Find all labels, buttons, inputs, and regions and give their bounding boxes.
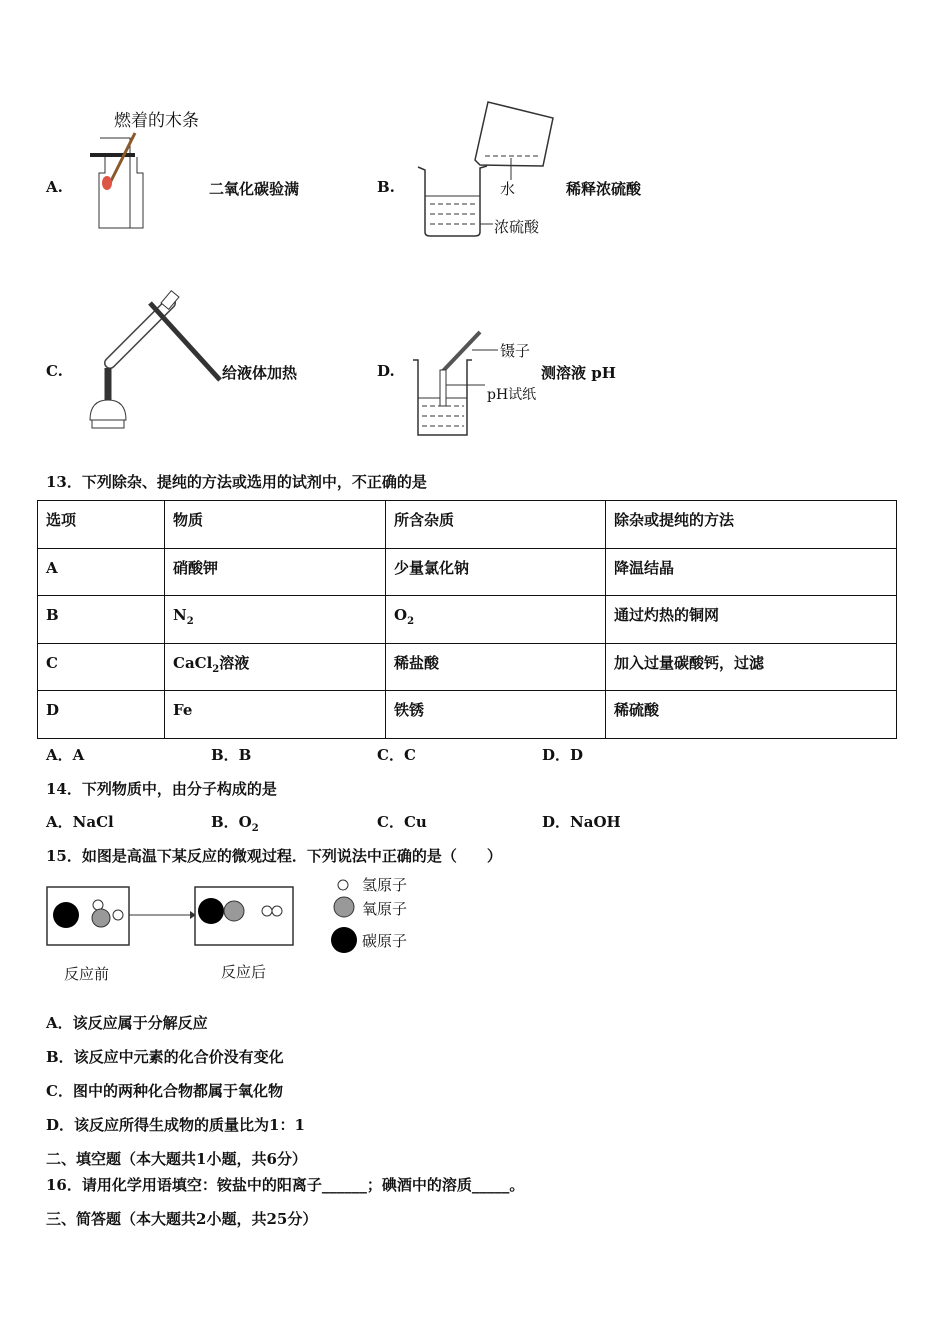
subscript: 2 — [186, 616, 194, 628]
label-conc-acid: 浓硫酸 — [494, 218, 540, 236]
formula: CaCl — [173, 653, 213, 672]
section-3-heading: 三、简答题（本大题共2小题，共25分） — [46, 1210, 318, 1228]
cell: B — [38, 596, 165, 644]
label-tweezers: 镊子 — [500, 342, 531, 360]
cell — [386, 596, 606, 644]
cell — [165, 596, 386, 644]
cell: 稀盐酸 — [386, 643, 606, 691]
choice-text: B．O — [211, 813, 252, 831]
q15-choice-d: D．该反应所得生成物的质量比为1：1 — [46, 1116, 305, 1134]
cell: 硝酸钾 — [165, 548, 386, 596]
option-c-caption: 给液体加热 — [222, 364, 298, 382]
header-cell: 选项 — [38, 501, 165, 549]
table-header-row — [38, 501, 897, 549]
cell: 加入过量碳酸钙，过滤 — [606, 643, 897, 691]
cell: 降温结晶 — [606, 548, 897, 596]
table-row — [38, 596, 897, 644]
q15-stem: 15．如图是高温下某反应的微观过程．下列说法中正确的是（ ） — [46, 847, 502, 865]
option-c-letter: C. — [46, 362, 63, 380]
cell: 稀硫酸 — [606, 691, 897, 739]
option-a-caption: 二氧化碳验满 — [209, 180, 300, 198]
header-cell: 所含杂质 — [386, 501, 606, 549]
subscript: 2 — [407, 616, 415, 628]
option-d-letter: D. — [377, 362, 395, 380]
table-row — [38, 643, 897, 691]
cell: 通过灼热的铜网 — [606, 596, 897, 644]
q13-choice-b: B．B — [211, 746, 252, 764]
legend-carbon: 碳原子 — [362, 932, 408, 950]
co2-bottle-diagram — [85, 128, 155, 232]
cell: D — [38, 691, 165, 739]
option-d-caption: 测溶液 pH — [541, 364, 616, 382]
legend-oxygen: 氧原子 — [362, 900, 408, 918]
label-water: 水 — [500, 180, 516, 198]
q14-choice-d: D．NaOH — [542, 813, 621, 831]
table-row — [38, 691, 897, 739]
cell: 铁锈 — [386, 691, 606, 739]
option-a-letter: A. — [46, 178, 63, 196]
table-row — [38, 548, 897, 596]
section-2-heading: 二、填空题（本大题共1小题，共6分） — [46, 1150, 307, 1168]
cell: Fe — [165, 691, 386, 739]
option-b-caption: 稀释浓硫酸 — [566, 180, 642, 198]
header-cell: 物质 — [165, 501, 386, 549]
label-before: 反应前 — [64, 965, 110, 983]
cell: 少量氯化钠 — [386, 548, 606, 596]
heating-liquid-diagram — [80, 288, 225, 433]
q13-choice-c: C．C — [377, 746, 416, 764]
q13-stem: 13．下列除杂、提纯的方法或选用的试剂中，不正确的是 — [46, 473, 427, 491]
q14-choice-a: A．NaCl — [46, 813, 114, 831]
q16-stem: 16．请用化学用语填空：铵盐中的阳离子______；碘酒中的溶质_____。 — [46, 1176, 525, 1194]
q13-choice-a: A．A — [46, 746, 85, 764]
legend-hydrogen: 氢原子 — [362, 876, 408, 894]
q14-choice-c: C．Cu — [377, 813, 427, 831]
label-after: 反应后 — [221, 963, 267, 981]
header-cell: 除杂或提纯的方法 — [606, 501, 897, 549]
q14-stem: 14．下列物质中，由分子构成的是 — [46, 780, 277, 798]
option-b-letter: B. — [377, 178, 395, 196]
q15-choice-b: B．该反应中元素的化合价没有变化 — [46, 1048, 284, 1066]
q13-choice-d: D．D — [542, 746, 584, 764]
subscript: 2 — [251, 823, 259, 834]
subscript: 2 — [212, 663, 220, 675]
formula: O — [394, 606, 408, 625]
q15-choice-c: C．图中的两种化合物都属于氧化物 — [46, 1082, 283, 1100]
cell: C — [38, 643, 165, 691]
q15-choice-a: A．该反应属于分解反应 — [46, 1014, 208, 1032]
cell: A — [38, 548, 165, 596]
cell — [165, 643, 386, 691]
q14-choice-b — [211, 811, 259, 832]
q13-table — [37, 500, 897, 739]
label-ph-paper: pH试纸 — [487, 387, 537, 403]
formula-suffix: 溶液 — [219, 653, 250, 672]
label-burning-stick: 燃着的木条 — [114, 111, 199, 131]
formula: N — [173, 606, 187, 625]
